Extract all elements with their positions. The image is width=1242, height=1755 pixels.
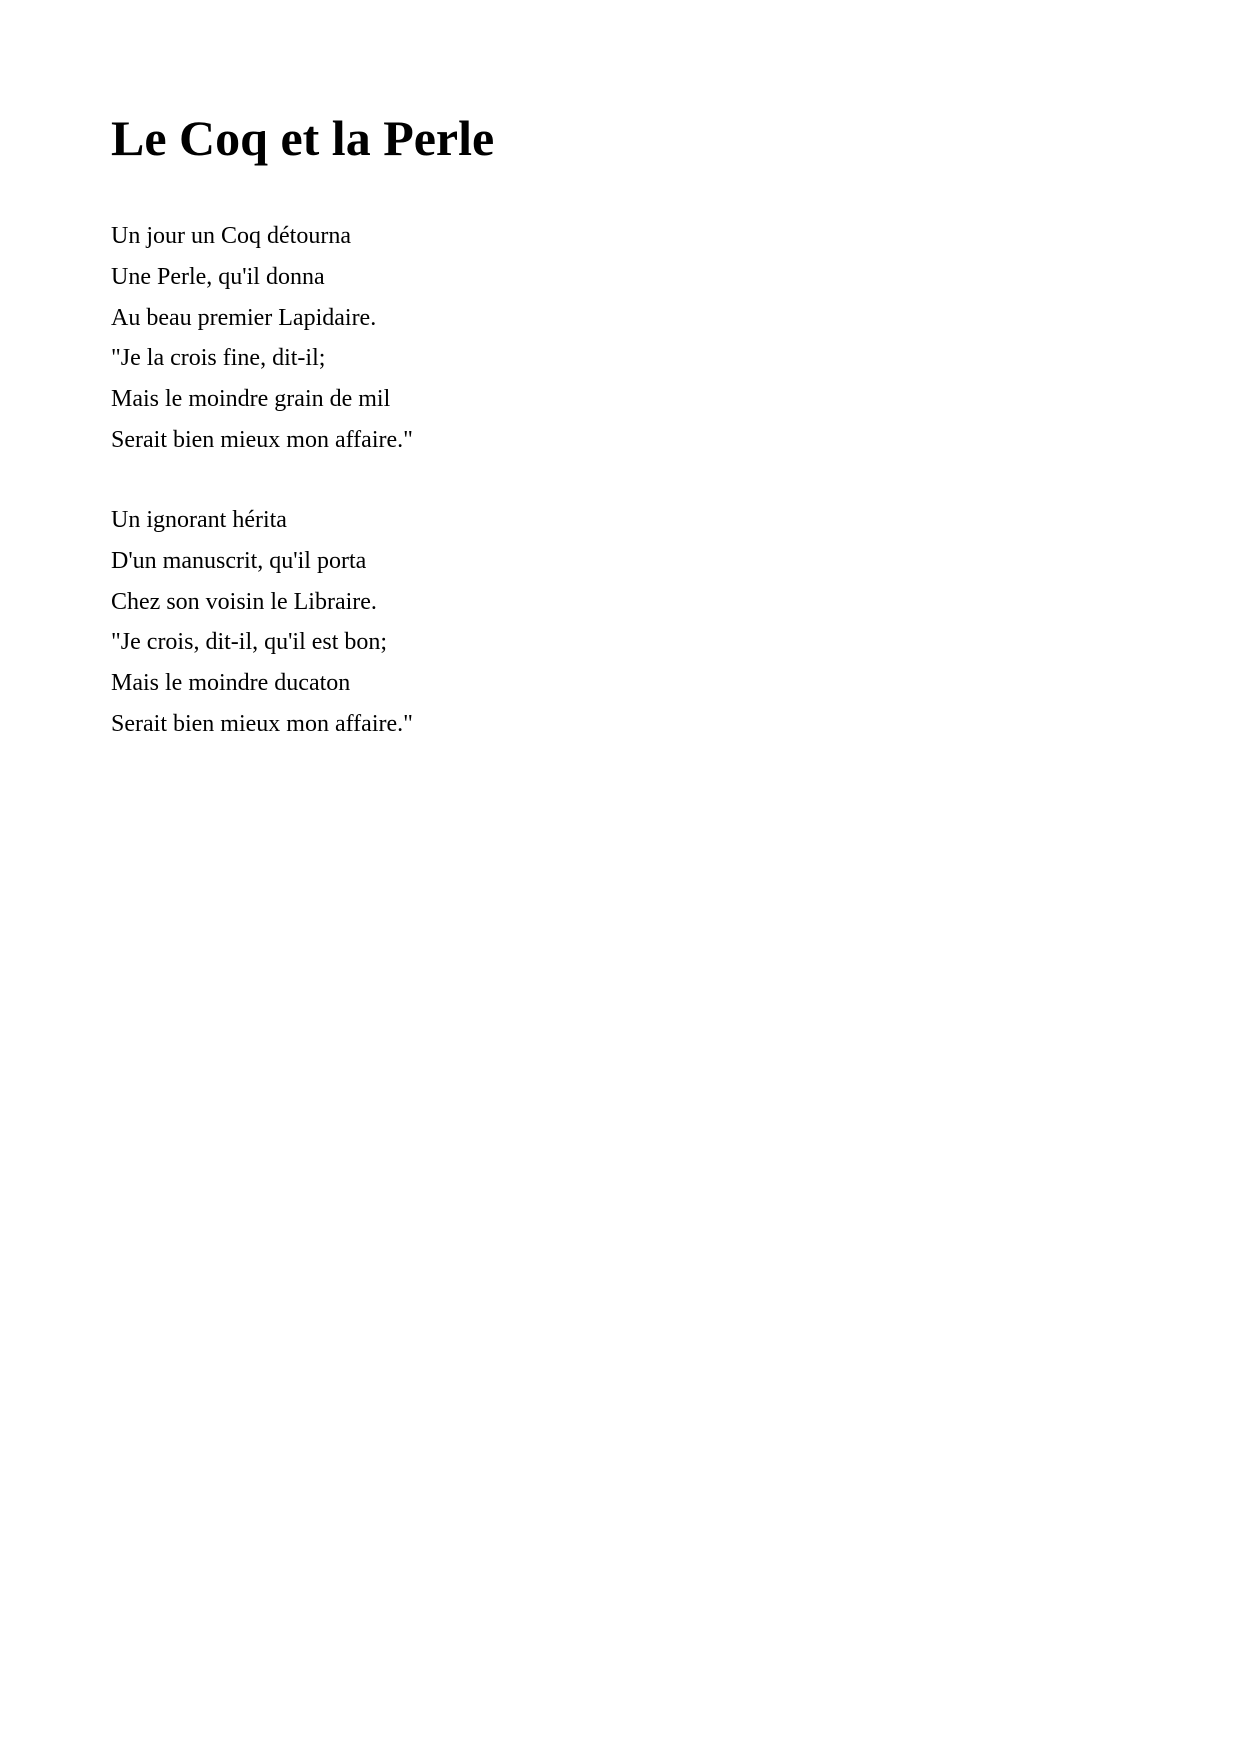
verse-line: Un jour un Coq détourna [111, 223, 351, 249]
verse-line: Une Perle, qu'il donna [111, 263, 325, 290]
verse-line: D'un manuscrit, qu'il porta [111, 547, 367, 574]
verse-line: Mais le moindre grain de mil [111, 386, 391, 413]
verse-line: Un ignorant hérita [111, 507, 287, 533]
verse-line: "Je crois, dit-il, qu'il est bon; [111, 629, 388, 656]
verse-line: "Je la crois fine, dit-il; [111, 345, 326, 372]
verse-line: Mais le moindre ducaton [111, 670, 351, 697]
verse-line: Chez son voisin le Libraire. [111, 588, 377, 615]
verse-line: Serait bien mieux mon affaire." [111, 426, 413, 453]
verse-line: Serait bien mieux mon affaire." [111, 710, 413, 737]
stanza-1 [111, 216, 413, 461]
stanza-2 [111, 500, 413, 745]
verse-line: Au beau premier Lapidaire. [111, 304, 377, 331]
poem-title: Le Coq et la Perle [111, 110, 495, 166]
